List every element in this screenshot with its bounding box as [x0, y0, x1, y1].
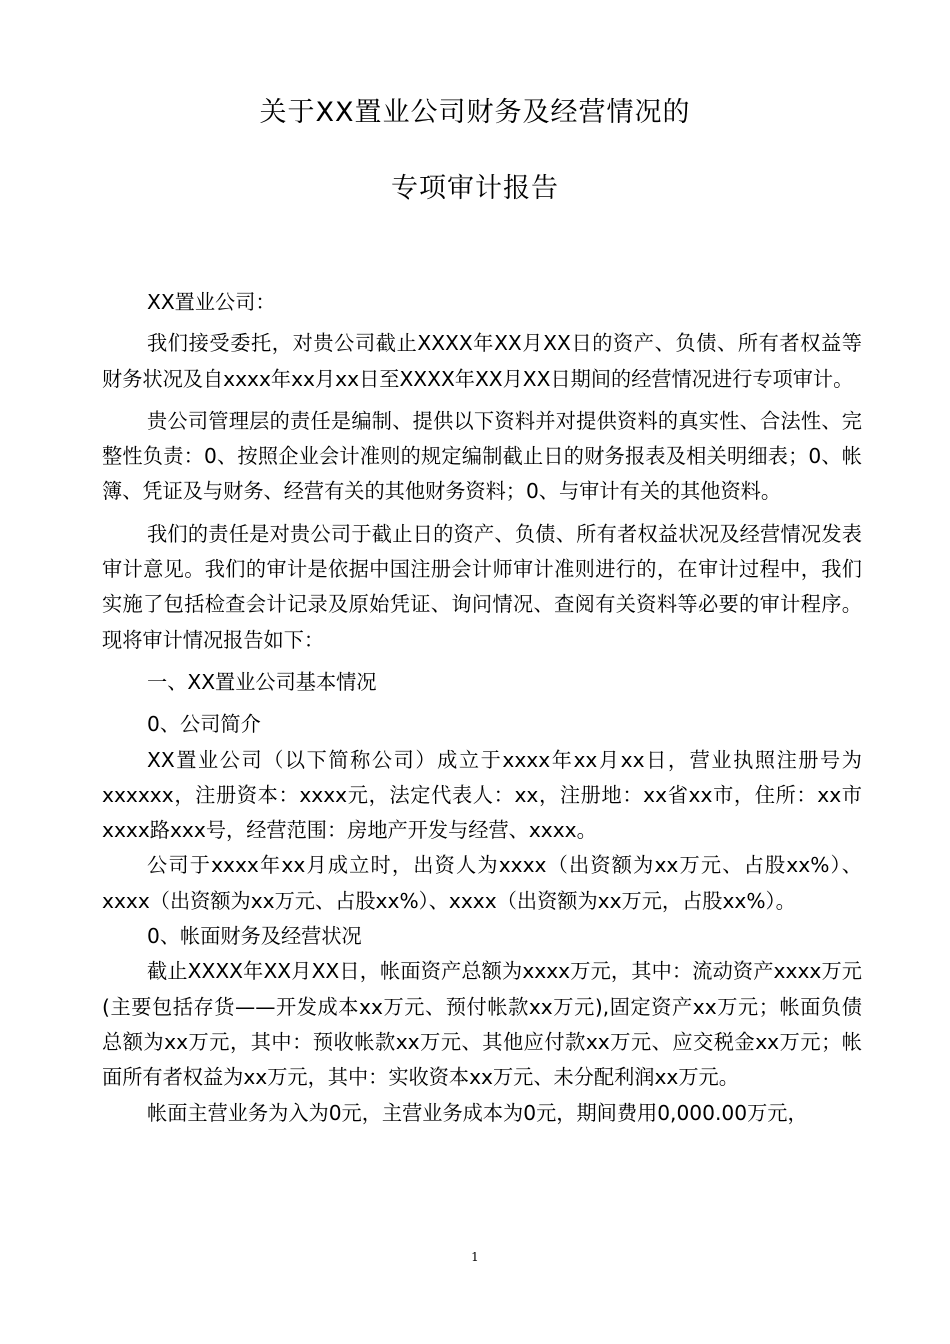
report-body [102, 285, 862, 1131]
section-heading-basic-info: 一、XX置业公司基本情况 [147, 669, 377, 694]
subsection-heading-company-profile: 0、公司简介 [147, 712, 261, 737]
paragraph-engagement: 我们接受委托，对贵公司截止XXXX年XX月XX日的资产、负债、所有者权益等财务状况及自xxxx年xx月xx日至XXXX年XX月XX日期间的经营情况进行专项审计。 [102, 331, 862, 391]
paragraph-balance-sheet: 截止XXXX年XX月XX日，帐面资产总额为xxxx万元，其中：流动资产xxxx万元(主要包括存货——开发成本xx万元、预付帐款xx万元),固定资产xx万元；帐面负债总额为xx万元，其中：预收帐款xx万元、其他应付款xx万元、应交税金xx万元；帐面所有者权益为xx万元，其中：实收资本xx万元、未分配利润xx万元。 [102, 959, 862, 1090]
page-number: 1 [471, 1250, 479, 1264]
report-title-line2: 专项审计报告 [391, 173, 559, 204]
paragraph-auditor-responsibility: 我们的责任是对贵公司于截止日的资产、负债、所有者权益状况及经营情况发表审计意见。我们的审计是依据中国注册会计师审计准则进行的，在审计过程中，我们实施了包括检查会计记录及原始凭证、询问情况、查阅有关资料等必要的审计程序。现将审计情况报告如下： [102, 521, 862, 652]
paragraph-income: 帐面主营业务为入为0元，主营业务成本为0元，期间费用0,000.00万元， [147, 1100, 808, 1125]
report-title-line1: 关于XX置业公司财务及经营情况的 [259, 97, 691, 128]
paragraph-company-profile: XX置业公司（以下简称公司）成立于xxxx年xx月xx日，营业执照注册号为xxxxxx，注册资本：xxxx元，法定代表人：xx，注册地：xx省xx市，住所：xx市xxxx路xxx号，经营范围：房地产开发与经营、xxxx。 [102, 747, 862, 843]
salutation: XX置业公司： [147, 290, 276, 314]
paragraph-management-responsibility: 贵公司管理层的责任是编制、提供以下资料并对提供资料的真实性、合法性、完整性负责：0、按照企业会计准则的规定编制截止日的财务报表及相关明细表；0、帐簿、凭证及与财务、经营有关的其他财务资料；0、与审计有关的其他资料。 [102, 408, 862, 504]
subsection-heading-financial-status: 0、帐面财务及经营状况 [147, 924, 362, 949]
paragraph-shareholders: 公司于xxxx年xx月成立时，出资人为xxxx（出资额为xx万元、占股xx%）、xxxx（出资额为xx万元、占股xx%）、xxxx（出资额为xx万元，占股xx%）。 [102, 853, 862, 913]
